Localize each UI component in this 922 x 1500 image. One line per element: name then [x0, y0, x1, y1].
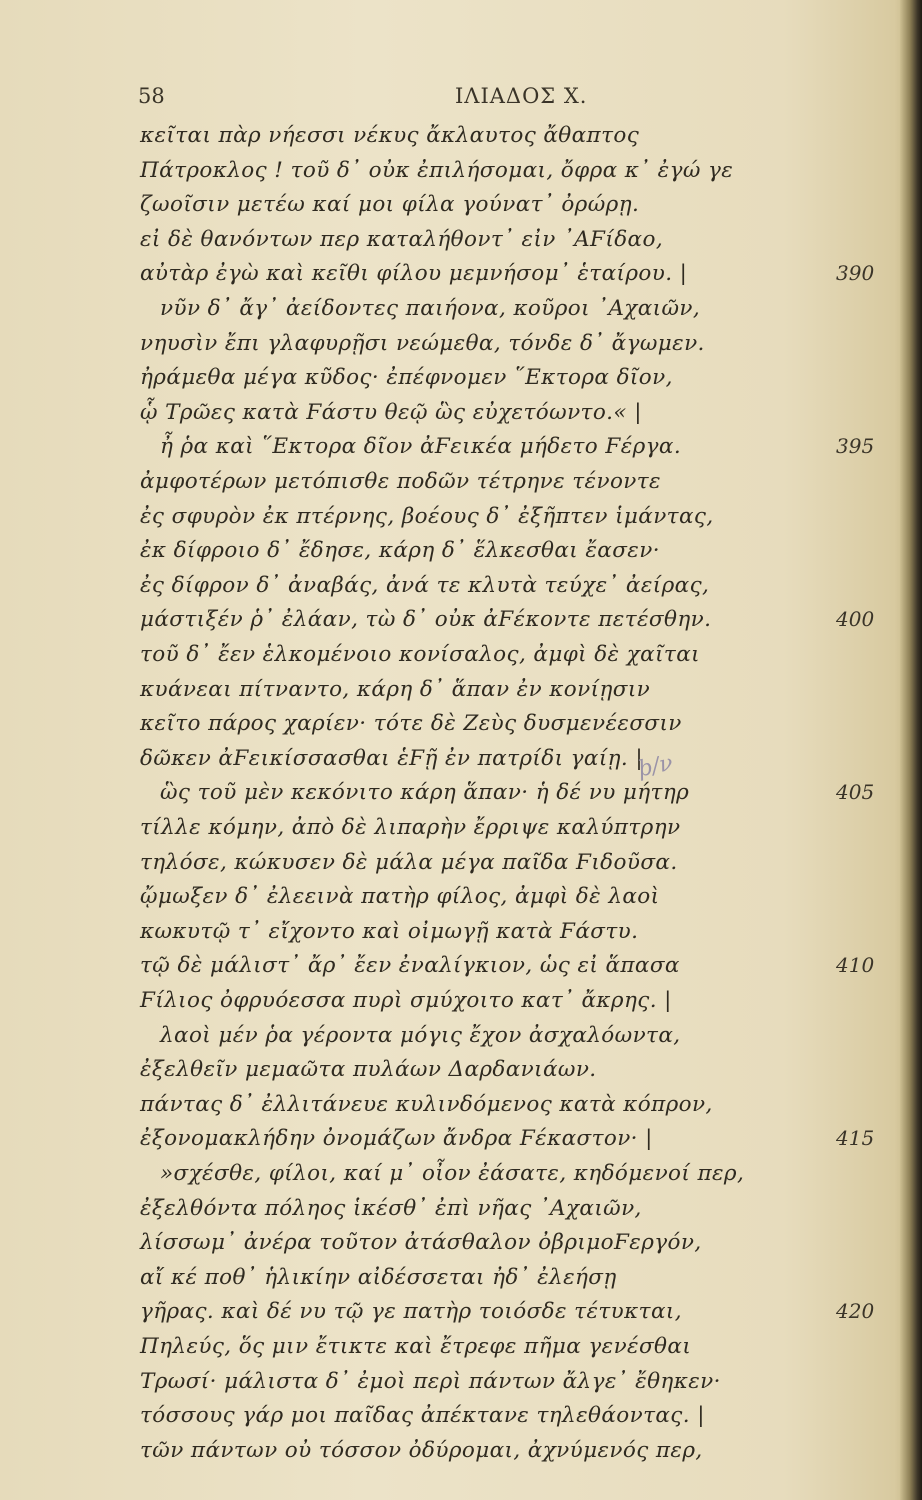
verse-line: [0, 504, 900, 536]
verse-text-line: μάστιξέν ῥ᾽ ἐλάαν, τὼ δ᾽ οὐκ ἀϜέκοντε πετέσθην.: [140, 607, 712, 633]
line-number: 395: [836, 434, 875, 459]
verse-line: [0, 261, 900, 293]
verse-line: [0, 746, 900, 778]
verse-text-line: ᾧ Τρῶες κατὰ Ϝάστυ θεῷ ὣς εὐχετόωντο.« |: [140, 399, 642, 425]
verse-line: [0, 331, 900, 363]
line-number: 420: [836, 1299, 875, 1324]
verse-line: [0, 538, 900, 570]
verse-text-line: λαοὶ μέν ῥα γέροντα μόγις ἔχον ἀσχαλόωντα,: [160, 1022, 681, 1048]
verse-text-line: δῶκεν ἀϜεικίσσασθαι ἑϜῇ ἐν πατρίδι γαίῃ. |: [140, 745, 644, 771]
verse-line: [0, 677, 900, 709]
verse-text-line: ἦ ῥα καὶ ῞Εκτορα δῖον ἀϜεικέα μήδετο Ϝέργα.: [160, 434, 682, 460]
verse-line: [0, 1126, 900, 1158]
verse-line: [0, 123, 900, 155]
verse-text-line: τῷ δὲ μάλιστ᾽ ἄρ᾽ ἔεν ἐναλίγκιον, ὡς εἰ ἅπασα: [140, 953, 680, 979]
line-number: 390: [836, 261, 875, 286]
verse-line: [0, 1438, 900, 1470]
verse-line: [0, 953, 900, 985]
verse-line: [0, 815, 900, 847]
verse-text-line: ἠράμεθα μέγα κῦδος· ἐπέφνομεν ῞Εκτορα δῖον,: [140, 365, 673, 391]
verse-line: [0, 434, 900, 466]
verse-line: [0, 1334, 900, 1366]
verse-line: [0, 365, 900, 397]
verse-line: [0, 1230, 900, 1262]
verse-line: [0, 919, 900, 951]
verse-text-line: τόσσους γάρ μοι παῖδας ἀπέκτανε τηλεθάοντας. |: [140, 1403, 705, 1429]
verse-line: [0, 780, 900, 812]
verse-text-line: αἴ κέ ποθ᾽ ἡλικίην αἰδέσσεται ἠδ᾽ ἐλεήσῃ: [140, 1264, 617, 1290]
verse-line: [0, 573, 900, 605]
verse-text-line: ἐς σφυρὸν ἐκ πτέρνης, βοέους δ᾽ ἐξῆπτεν ἱμάντας,: [140, 503, 714, 529]
page-edge: [900, 0, 922, 1500]
verse-text-line: Πηλεύς, ὅς μιν ἔτικτε καὶ ἔτρεφε πῆμα γενέσθαι: [140, 1334, 692, 1359]
verse-text-line: γῆρας. καὶ δέ νυ τῷ γε πατὴρ τοιόσδε τέτυκται,: [140, 1299, 682, 1325]
verse-text-line: κεῖται πὰρ νήεσσι νέκυς ἄκλαυτος ἄθαπτος: [140, 123, 640, 148]
verse-text-line: κυάνεαι πίτναντο, κάρη δ᾽ ἅπαν ἐν κονίῃσιν: [140, 676, 651, 702]
verse-line: [0, 1369, 900, 1401]
verse-line: [0, 400, 900, 432]
verse-text-line: εἰ δὲ θανόντων περ καταλήθοντ᾽ εἰν ᾿ΑϜίδαο,: [140, 226, 664, 252]
line-number: 410: [836, 953, 875, 978]
verse-text-line: λίσσωμ᾽ ἀνέρα τοῦτον ἀτάσθαλον ὀβριμοϜεργόν,: [140, 1230, 702, 1256]
verse-line: [0, 192, 900, 224]
verse-text-line: νῦν δ᾽ ἄγ᾽ ἀείδοντες παιήονα, κοῦροι ᾿Αχαιῶν,: [160, 296, 701, 321]
verse-line: [0, 1196, 900, 1228]
verse-line: [0, 642, 900, 674]
running-title: ΙΛΙΑΔΟΣ Χ.: [455, 84, 588, 108]
verse-text-line: κεῖτο πάρος χαρίεν· τότε δὲ Ζεὺς δυσμενέεσσιν: [140, 711, 682, 737]
verse-text-line: ζωοῖσιν μετέω καί μοι φίλα γούνατ᾽ ὀρώρῃ.: [140, 192, 640, 218]
line-number: 400: [836, 607, 875, 632]
verse-line: [0, 850, 900, 882]
verse-text-line: ἐς δίφρον δ᾽ ἀναβάς, ἀνά τε κλυτὰ τεύχε᾽ ἀείρας,: [140, 572, 710, 598]
verse-line: [0, 607, 900, 639]
verse-line: [0, 1403, 900, 1435]
verse-line: [0, 1023, 900, 1055]
line-number: 415: [836, 1126, 875, 1151]
verse-text-line: νηυσὶν ἔπι γλαφυρῇσι νεώμεθα, τόνδε δ᾽ ἄγωμεν.: [140, 330, 705, 356]
verse-line: [0, 1299, 900, 1331]
verse-text-line: ἐκ δίφροιο δ᾽ ἔδησε, κάρη δ᾽ ἕλκεσθαι ἔασεν·: [140, 538, 660, 564]
verse-text-line: αὐτὰρ ἐγὼ καὶ κεῖθι φίλου μεμνήσομ᾽ ἑταίρου. |: [140, 261, 688, 287]
verse-line: [0, 1265, 900, 1297]
verse-text-line: ἀμφοτέρων μετόπισθε ποδῶν τέτρηνε τένοντε: [140, 469, 661, 494]
line-number: 405: [836, 780, 875, 805]
verse-text-line: τῶν πάντων οὐ τόσσον ὀδύρομαι, ἀχνύμενός περ,: [140, 1437, 703, 1463]
verse-text-line: τηλόσε, κώκυσεν δὲ μάλα μέγα παῖδα Ϝιδοῦσα.: [140, 849, 678, 875]
verse-text-line: »σχέσθε, φίλοι, καί μ᾽ οἶον ἐάσατε, κηδόμενοί περ,: [160, 1161, 745, 1186]
verse-text-line: Ϝίλιος ὀφρυόεσσα πυρὶ σμύχοιτο κατ᾽ ἄκρης. |: [140, 988, 672, 1013]
verse-line: [0, 469, 900, 501]
verse-text-line: ᾤμωξεν δ᾽ ἐλεεινὰ πατὴρ φίλος, ἀμφὶ δὲ λαοὶ: [140, 884, 660, 910]
verse-text-line: πάντας δ᾽ ἐλλιτάνευε κυλινδόμενος κατὰ κόπρον,: [140, 1091, 713, 1117]
page-number: 58: [138, 84, 165, 108]
verse-line: [0, 988, 900, 1020]
verse-text-line: Πάτροκλος ! τοῦ δ᾽ οὐκ ἐπιλήσομαι, ὄφρα κ᾽ ἐγώ γε: [140, 157, 734, 183]
verse-text-line: Τρωσί· μάλιστα δ᾽ ἐμοὶ περὶ πάντων ἄλγε᾽ ἔθηκεν·: [140, 1368, 721, 1394]
verse-text-line: κωκυτῷ τ᾽ εἴχοντο καὶ οἰμωγῇ κατὰ Ϝάστυ.: [140, 918, 639, 944]
verse-line: [0, 711, 900, 743]
verse-text-line: τοῦ δ᾽ ἔεν ἑλκομένοιο κονίσαλος, ἀμφὶ δὲ χαῖται: [140, 642, 700, 667]
verse-line: [0, 1092, 900, 1124]
verse-text-line: ἐξελθεῖν μεμαῶτα πυλάων Δαρδανιάων.: [140, 1057, 597, 1083]
verse-text-line: ὣς τοῦ μὲν κεκόνιτο κάρη ἅπαν· ἡ δέ νυ μήτηρ: [160, 780, 690, 806]
verse-text-line: ἐξελθόντα πόληος ἱκέσθ᾽ ἐπὶ νῆας ᾿Αχαιῶν,: [140, 1195, 642, 1221]
verse-line: [0, 158, 900, 190]
verse-line: [0, 1161, 900, 1193]
verse-line: [0, 884, 900, 916]
handwritten-margin-note: ϸ/ν: [635, 750, 676, 783]
verse-line: [0, 227, 900, 259]
verse-text-line: τίλλε κόμην, ἀπὸ δὲ λιπαρὴν ἔρριψε καλύπτρην: [140, 815, 681, 840]
verse-line: [0, 296, 900, 328]
verse-text-line: ἐξονομακλήδην ὀνομάζων ἄνδρα Ϝέκαστον· |: [140, 1126, 653, 1152]
verse-line: [0, 1057, 900, 1089]
